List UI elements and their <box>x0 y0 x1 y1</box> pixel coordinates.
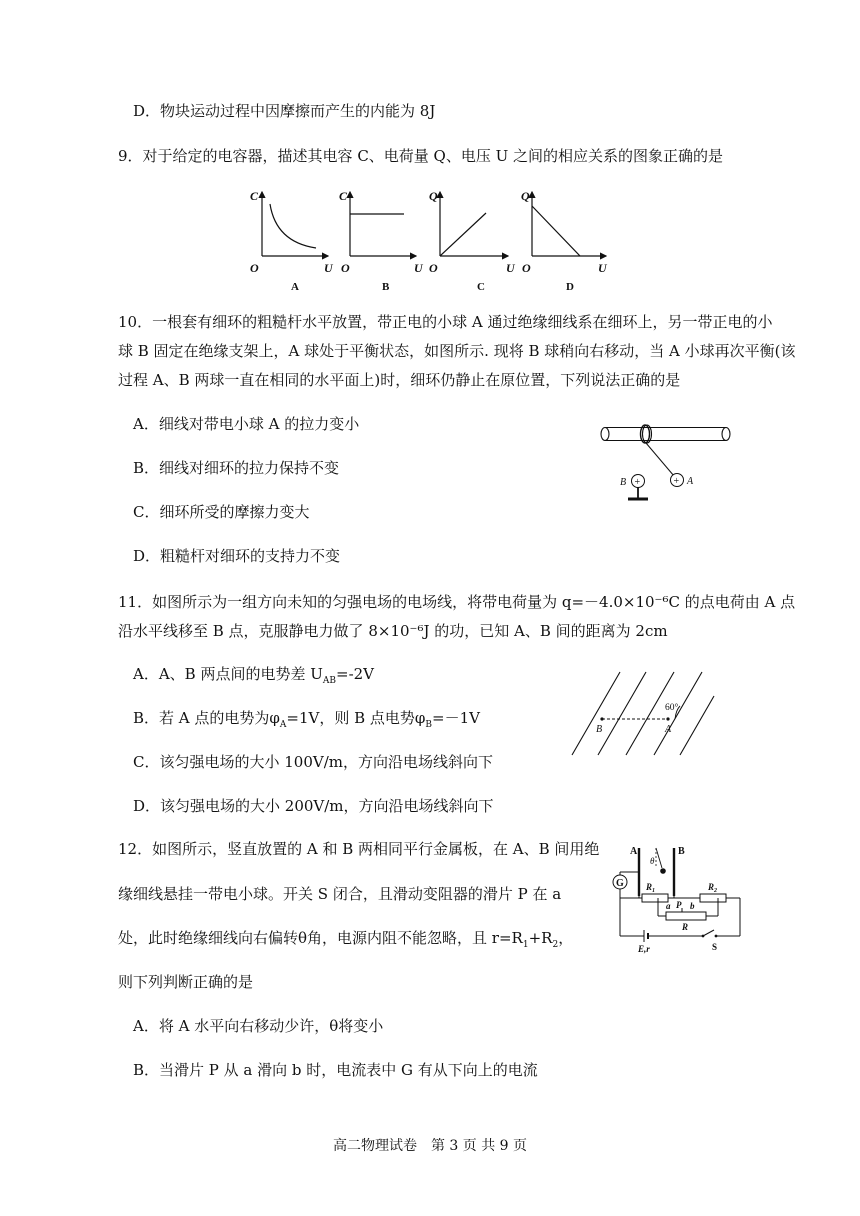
graph-c-y-label: Q <box>429 189 438 203</box>
graph-d-letter: D <box>566 281 574 293</box>
svg-text:b: b <box>690 901 695 911</box>
q12-circuit <box>608 838 748 960</box>
q8-option-d: D．物块运动过程中因摩擦而产生的内能为 8J <box>133 102 436 120</box>
svg-text:+: + <box>634 477 641 488</box>
q9-graph-d <box>521 189 608 293</box>
svg-text:R1: $R_1$ <box>646 882 656 894</box>
q11-stem-line-1: 11．如图所示为一组方向未知的匀强电场的电场线，将带电荷量为 q=－4.0×10⁻⁶C 的点电荷由 A 点 <box>118 593 796 611</box>
svg-text:+: + <box>673 476 680 487</box>
q12-option-a: A．将 A 水平向右移动少许，θ将变小 <box>133 1017 384 1035</box>
inverse-curve <box>270 204 316 248</box>
q9-graphs <box>240 186 620 294</box>
field-line <box>626 672 674 755</box>
point-a-label: A <box>665 724 672 735</box>
charged-ball <box>660 868 666 874</box>
falling-line <box>532 206 580 256</box>
q9-stem: 9．对于给定的电容器，描述其电容 C、电荷量 Q、电压 U 之间的相应关系的图象正确的是 <box>118 147 724 165</box>
graph-b-x-label: U <box>414 261 423 275</box>
svg-text:R: R <box>682 922 689 932</box>
graph-d-origin: O <box>522 261 531 275</box>
graph-a-x-label: U <box>324 261 333 275</box>
field-line <box>572 672 620 755</box>
graph-a-origin: O <box>250 261 259 275</box>
q10-option-a: A．细线对带电小球 A 的拉力变小 <box>133 415 360 433</box>
graph-d-x-label: U <box>598 261 607 275</box>
q12-line-4: 则下列判断正确的是 <box>118 973 254 991</box>
svg-text:G: G <box>616 878 624 889</box>
q10-option-c: C．细环所受的摩擦力变大 <box>133 503 310 521</box>
pendulum-thread <box>656 848 662 868</box>
q11-option-a: A．A、B 两点间的电势差 $U_{AB}=-2V$ <box>133 665 375 686</box>
point-b-label: B <box>596 724 603 735</box>
source-label: E,r <box>638 944 650 954</box>
graph-a-letter: A <box>291 281 299 293</box>
graph-b-origin: O <box>341 261 350 275</box>
q9-graph-b <box>339 189 424 293</box>
q11-stem-line-2: 沿水平线移至 B 点，克服静电力做了 8×10⁻⁶J 的功，已知 A、B 间的距离为 2cm <box>118 622 668 640</box>
angle-label: 60° <box>665 703 679 713</box>
q9-graph-a <box>250 189 334 293</box>
field-line <box>598 672 646 755</box>
field-line <box>680 696 714 755</box>
svg-text:R2: $R_2$ <box>708 882 718 894</box>
page-footer: 高二物理试卷 第 3 页 共 9 页 <box>332 1138 528 1154</box>
ball-a-label: A <box>687 476 694 487</box>
svg-text:a: a <box>666 901 671 911</box>
q12-line-1: 12．如图所示，竖直放置的 A 和 B 两相同平行金属板，在 A、B 间用绝 <box>118 840 600 858</box>
graph-c-x-label: U <box>506 261 515 275</box>
graph-c-origin: O <box>429 261 438 275</box>
q10-stem-line-1: 10．一根套有细环的粗糙杆水平放置，带正电的小球 A 通过绝缘细线系在细环上，另一带正电的小 <box>118 313 773 331</box>
ball-b-label: B <box>620 477 627 488</box>
rising-line <box>440 213 486 256</box>
q12-line-2: 缘细线悬挂一带电小球。开关 S 闭合，且滑动变阻器的滑片 P 在 a <box>118 885 562 903</box>
q12-option-b: B．当滑片 P 从 a 滑向 b 时，电流表中 G 有从下向上的电流 <box>133 1061 538 1079</box>
rheostat-r <box>666 912 706 920</box>
q11-option-b: B．若 A 点的电势为$\varphi_A=1V$，则 B 点电势$\varphi_B=-1V$ <box>133 709 480 730</box>
q10-figure <box>598 418 738 508</box>
resistor-r1 <box>642 894 668 902</box>
plate-a-label: A <box>630 846 638 857</box>
graph-d-y-label: Q <box>521 189 530 203</box>
q10-stem-line-2: 球 B 固定在绝缘支架上，A 球处于平衡状态，如图所示. 现将 B 球稍向右移动，当 A 小球再次平衡(该 <box>118 342 796 360</box>
q11-option-d: D．该匀强电场的大小 200V/m，方向沿电场线斜向下 <box>133 797 494 815</box>
q9-graph-c <box>429 189 516 293</box>
q10-stem-line-3: 过程 A、B 两球一直在相同的水平面上)时，细环仍静止在原位置，下列说法正确的是 <box>118 371 681 389</box>
graph-c-letter: C <box>477 281 485 293</box>
field-line <box>654 672 702 755</box>
switch-label: S <box>712 942 718 952</box>
q12-line-3: 处，此时绝缘细线向右偏转θ角，电源内阻不能忽略，且 $r=R_1+R_2$， <box>118 929 574 950</box>
resistor-r2 <box>700 894 726 902</box>
graph-b-letter: B <box>382 281 390 293</box>
switch-s <box>703 930 714 936</box>
graph-a-y-label: C <box>250 189 259 203</box>
q11-figure <box>568 670 718 760</box>
graph-b-y-label: C <box>339 189 348 203</box>
string-line <box>646 443 674 476</box>
q10-option-b: B．细线对细环的拉力保持不变 <box>133 459 340 477</box>
q10-option-d: D．粗糙杆对细环的支持力不变 <box>133 547 341 565</box>
theta-label: θ <box>650 856 655 866</box>
plate-b-label: B <box>678 846 685 857</box>
svg-text:P: P <box>676 900 682 910</box>
q11-option-c: C．该匀强电场的大小 100V/m，方向沿电场线斜向下 <box>133 753 493 771</box>
